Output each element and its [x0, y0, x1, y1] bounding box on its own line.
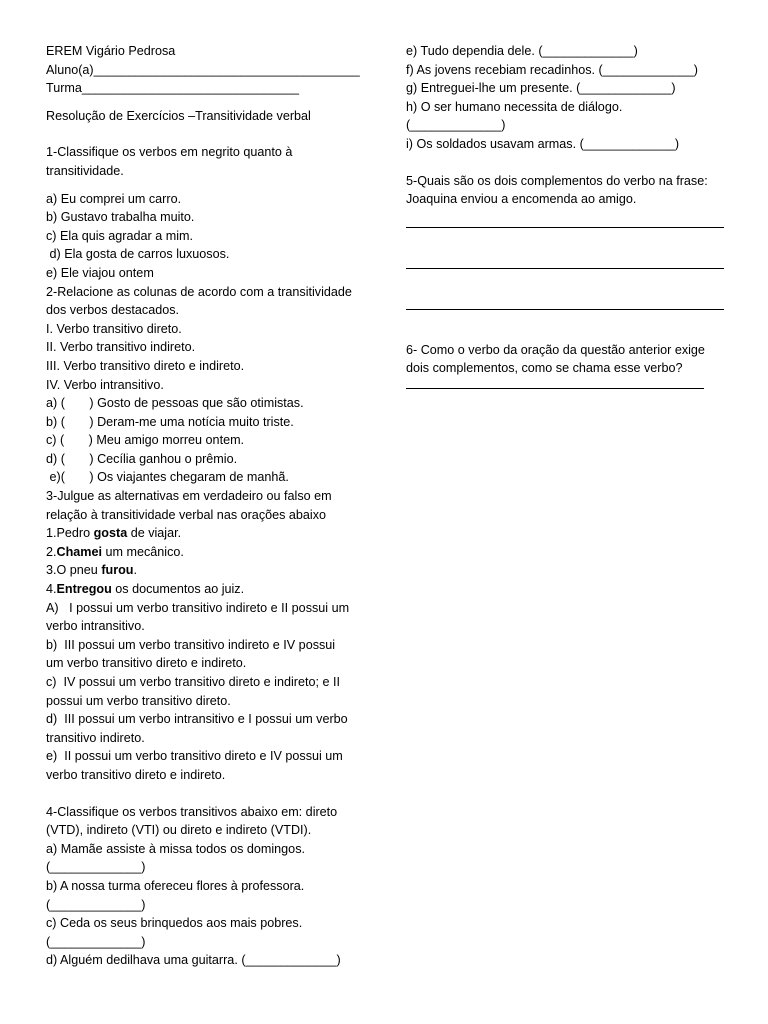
- q5-prompt-cont: Joaquina enviou a encomenda ao amigo.: [406, 192, 637, 207]
- q3-alternative: b) III possui um verbo transitivo indireto e IV possui: [46, 637, 336, 652]
- q3-alternative: verbo intransitivo.: [46, 619, 145, 634]
- q1-item: e) Ele viajou ontem: [46, 265, 154, 280]
- q3-sentence-2: 2.Chamei um mecânico.: [46, 544, 184, 559]
- q4-answer-blank: (_____________): [46, 934, 146, 949]
- q3-alternative: e) II possui um verbo transitivo direto e IV possui um: [46, 749, 343, 764]
- q5-prompt: 5-Quais são os dois complementos do verbo na frase:: [406, 173, 708, 188]
- q3-alternative: um verbo transitivo direto e indireto.: [46, 656, 247, 671]
- q2-item: a) ( ) Gosto de pessoas que são otimistas.: [46, 396, 304, 411]
- answer-line[interactable]: [406, 250, 724, 269]
- q4-answer-blank: (_____________): [46, 860, 146, 875]
- page-title: Resolução de Exercícios –Transitividade verbal: [46, 108, 311, 123]
- q4-answer-blank: (_____________): [406, 118, 506, 133]
- q4-line: h) O ser humano necessita de diálogo.: [406, 99, 623, 114]
- q4-line: b) A nossa turma ofereceu flores à professora.: [46, 878, 305, 893]
- q3-alternative: d) III possui um verbo intransitivo e I possui um verbo: [46, 712, 348, 727]
- q2-item: c) ( ) Meu amigo morreu ontem.: [46, 433, 245, 448]
- q1-item: a) Eu comprei um carro.: [46, 191, 182, 206]
- right-column: [406, 42, 724, 389]
- q3-alternative: transitivo indireto.: [46, 730, 145, 745]
- q3-alternative: verbo transitivo direto e indireto.: [46, 767, 226, 782]
- q3-alternative: c) IV possui um verbo transitivo direto e indireto; e II: [46, 675, 340, 689]
- q6-prompt-cont: dois complementos, como se chama esse verbo?: [406, 361, 683, 376]
- answer-line[interactable]: [406, 378, 704, 389]
- q2-option: II. Verbo transitivo indireto.: [46, 340, 196, 355]
- q2-item: b) ( ) Deram-me uma notícia muito triste.: [46, 414, 294, 429]
- q4-line: c) Ceda os seus brinquedos aos mais pobres.: [46, 916, 303, 931]
- q2-prompt-cont: dos verbos destacados.: [46, 303, 180, 318]
- q2-option: III. Verbo transitivo direto e indireto.: [46, 358, 245, 373]
- q2-option: IV. Verbo intransitivo.: [46, 377, 164, 392]
- q2-item: e)( ) Os viajantes chegaram de manhã.: [46, 470, 289, 485]
- q2-prompt: 2-Relacione as colunas de acordo com a transitividade: [46, 284, 352, 299]
- q4-prompt: 4-Classifique os verbos transitivos abaixo em: direto: [46, 804, 338, 819]
- q3-prompt: 3-Julgue as alternativas em verdadeiro ou falso em: [46, 489, 332, 504]
- q1-item: b) Gustavo trabalha muito.: [46, 210, 195, 225]
- q3-sentence-4: 4.Entregou os documentos ao juiz.: [46, 582, 245, 597]
- q1-item: d) Ela gosta de carros luxuosos.: [46, 247, 230, 262]
- q3-prompt-cont: relação à transitividade verbal nas orações abaixo: [46, 507, 327, 522]
- q4-line: g) Entreguei-lhe um presente. (_____________): [406, 81, 676, 96]
- q2-item: d) ( ) Cecília ganhou o prêmio.: [46, 451, 238, 466]
- answer-line[interactable]: [406, 209, 724, 228]
- student-name-field: Aluno(a)______________________________________: [46, 62, 360, 77]
- q4-answer-blank: (_____________): [46, 897, 146, 912]
- q3-sentence-3: 3.O pneu furou.: [46, 563, 138, 578]
- q6-prompt: 6- Como o verbo da oração da questão anterior exige: [406, 342, 705, 357]
- school-name: EREM Vigário Pedrosa: [46, 44, 176, 58]
- q1-prompt-cont: transitividade.: [46, 163, 124, 178]
- q4-line: a) Mamãe assiste à missa todos os domingos.: [46, 841, 305, 856]
- q4-line: e) Tudo dependia dele. (_____________): [406, 44, 638, 58]
- answer-line[interactable]: [406, 291, 724, 310]
- q3-alternative: possui um verbo transitivo direto.: [46, 693, 231, 708]
- q3-sentence-1: 1.Pedro gosta de viajar.: [46, 526, 182, 541]
- q3-alternative: A) I possui um verbo transitivo indireto e II possui um: [46, 600, 350, 615]
- q4-prompt-cont: (VTD), indireto (VTI) ou direto e indireto (VTDI).: [46, 823, 312, 838]
- q1-prompt: 1-Classifique os verbos em negrito quanto à: [46, 145, 293, 160]
- q2-option: I. Verbo transitivo direto.: [46, 321, 182, 336]
- q1-item: c) Ela quis agradar a mim.: [46, 228, 193, 243]
- class-field: Turma_______________________________: [46, 81, 300, 96]
- left-column: [46, 42, 364, 970]
- q4-line: f) As jovens recebiam recadinhos. (_____________): [406, 62, 698, 77]
- q4-line: i) Os soldados usavam armas. (_____________): [406, 136, 680, 151]
- q4-line: d) Alguém dedilhava uma guitarra. (_____________): [46, 953, 341, 968]
